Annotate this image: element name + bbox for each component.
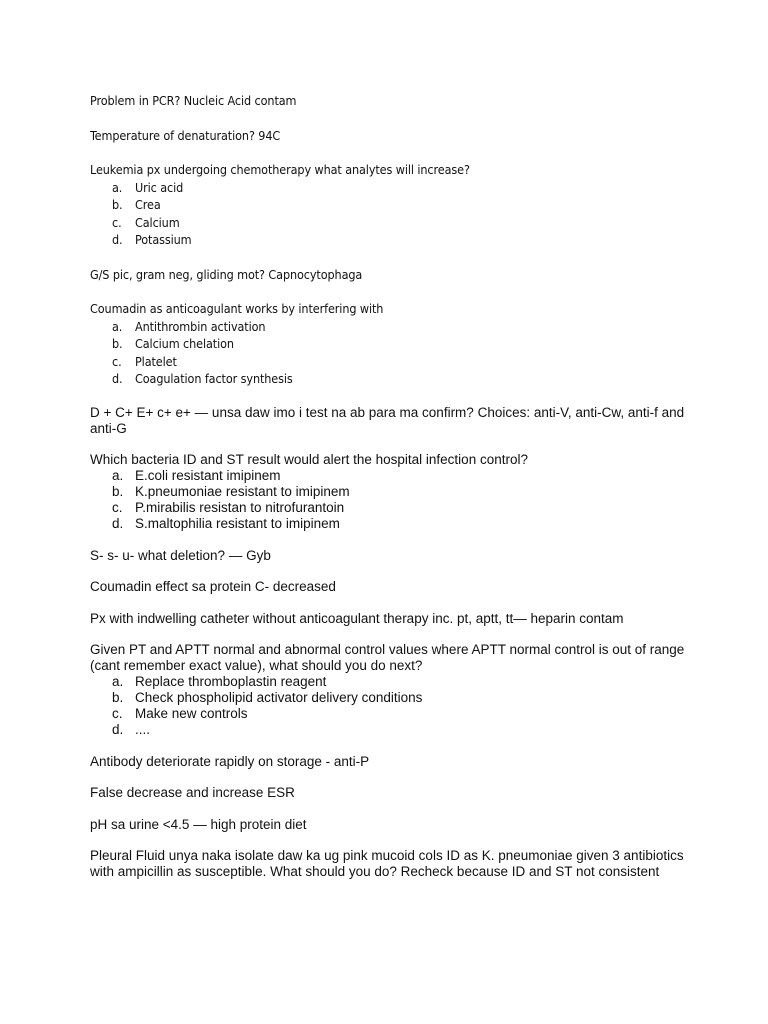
answer-option: [90, 335, 690, 353]
question-text: Antibody deteriorate rapidly on storage - anti-P: [90, 753, 370, 769]
option-marker: b.: [112, 484, 124, 499]
question-block: [90, 579, 690, 595]
question-block: [90, 266, 690, 284]
option-marker: c.: [112, 353, 122, 369]
paragraph-spacer: [90, 564, 690, 580]
question-block: [90, 92, 690, 110]
question-block: [90, 127, 690, 145]
option-marker: a.: [112, 318, 123, 334]
answer-option: [90, 722, 690, 738]
question-block: [90, 452, 690, 532]
option-text: Platelet: [135, 353, 177, 369]
option-text: Coagulation factor synthesis: [135, 371, 293, 386]
question-block: [90, 548, 690, 564]
paragraph-spacer: [90, 249, 690, 266]
option-marker: c.: [112, 500, 123, 515]
answer-options: [90, 674, 690, 738]
answer-option: [90, 231, 690, 249]
paragraph-spacer: [90, 627, 690, 643]
option-text: ....: [135, 722, 151, 737]
option-text: Make new controls: [135, 706, 248, 721]
paragraph-spacer: [90, 770, 690, 786]
answer-option: [90, 690, 690, 706]
option-marker: a.: [112, 468, 124, 483]
option-text: Antithrombin activation: [135, 318, 266, 334]
answer-option: [90, 179, 690, 197]
paragraph-spacer: [90, 738, 690, 754]
option-marker: a.: [112, 179, 123, 195]
answer-option: [90, 516, 690, 532]
question-text: Given PT and APTT normal and abnormal control values where APTT normal control is out of range (cant remember exact value), what should you do next?: [90, 642, 685, 673]
option-text: Replace thromboplastin reagent: [135, 674, 327, 689]
option-marker: c.: [112, 706, 123, 721]
question-block: [90, 300, 690, 388]
option-marker: d.: [112, 722, 124, 737]
paragraph-spacer: [90, 595, 690, 611]
question-text: False decrease and increase ESR: [90, 785, 295, 800]
question-text: Px with indwelling catheter without anticoagulant therapy inc. pt, aptt, tt— heparin contam: [90, 610, 624, 626]
question-text: Pleural Fluid unya naka isolate daw ka ug pink mucoid cols ID as K. pneumoniae given 3 antibiotics with ampicillin as susceptible. What should you do? Recheck because ID and ST not consistent: [90, 848, 684, 879]
option-marker: c.: [112, 214, 122, 230]
option-text: Check phospholipid activator delivery conditions: [135, 690, 423, 705]
paragraph-spacer: [90, 437, 690, 453]
question-block: [90, 848, 690, 880]
option-text: Calcium: [135, 214, 180, 230]
question-text: Leukemia px undergoing chemotherapy what analytes will increase?: [90, 162, 470, 177]
paragraph-spacer: [90, 283, 690, 300]
option-marker: b.: [112, 197, 123, 212]
question-text: D + C+ E+ c+ e+ — unsa daw imo i test na ab para ma confirm? Choices: anti-V, anti-Cw, anti-f and anti-G: [90, 404, 685, 436]
question-text: Coumadin effect sa protein C- decreased: [90, 579, 336, 594]
option-marker: b.: [112, 336, 123, 351]
question-block: [90, 754, 690, 770]
option-marker: d.: [112, 371, 123, 386]
option-marker: d.: [112, 232, 123, 247]
answer-option: [90, 500, 690, 516]
option-text: Uric acid: [135, 179, 184, 195]
option-text: K.pneumoniae resistant to imipinem: [135, 484, 350, 499]
answer-option: [90, 318, 690, 336]
paragraph-spacer: [90, 532, 690, 548]
question-text: G/S pic, gram neg, gliding mot? Capnocytophaga: [90, 266, 363, 282]
answer-options: [90, 179, 690, 249]
paragraph-spacer: [90, 801, 690, 817]
option-text: E.coli resistant imipinem: [135, 468, 281, 483]
question-text: Temperature of denaturation? 94C: [90, 127, 281, 143]
paragraph-spacer: [90, 110, 690, 127]
answer-option: [90, 196, 690, 214]
answer-option: [90, 353, 690, 371]
question-text: S- s- u- what deletion? — Gyb: [90, 547, 271, 563]
question-block: [90, 611, 690, 627]
answer-options: [90, 318, 690, 388]
question-block: [90, 642, 690, 738]
answer-option: [90, 468, 690, 484]
question-block: [90, 405, 690, 437]
answer-option: [90, 370, 690, 388]
question-block: [90, 817, 690, 833]
option-text: Crea: [135, 197, 161, 212]
answer-option: [90, 484, 690, 500]
paragraph-spacer: [90, 833, 690, 849]
paragraph-spacer: [90, 144, 690, 161]
paragraph-spacer: [90, 388, 690, 405]
answer-option: [90, 214, 690, 232]
option-marker: a.: [112, 674, 124, 689]
answer-options: [90, 468, 690, 532]
option-text: P.mirabilis resistan to nitrofurantoin: [135, 500, 345, 515]
document-body: [90, 92, 690, 880]
option-text: S.maltophilia resistant to imipinem: [135, 516, 340, 531]
question-text: pH sa urine <4.5 — high protein diet: [90, 816, 307, 832]
question-block: [90, 161, 690, 249]
question-text: Which bacteria ID and ST result would alert the hospital infection control?: [90, 452, 528, 467]
question-block: [90, 785, 690, 801]
answer-option: [90, 706, 690, 722]
option-marker: d.: [112, 516, 124, 531]
option-text: Calcium chelation: [135, 336, 234, 351]
answer-option: [90, 674, 690, 690]
option-text: Potassium: [135, 232, 192, 247]
question-text: Problem in PCR? Nucleic Acid contam: [90, 93, 297, 108]
question-text: Coumadin as anticoagulant works by interfering with: [90, 301, 384, 316]
option-marker: b.: [112, 690, 124, 705]
